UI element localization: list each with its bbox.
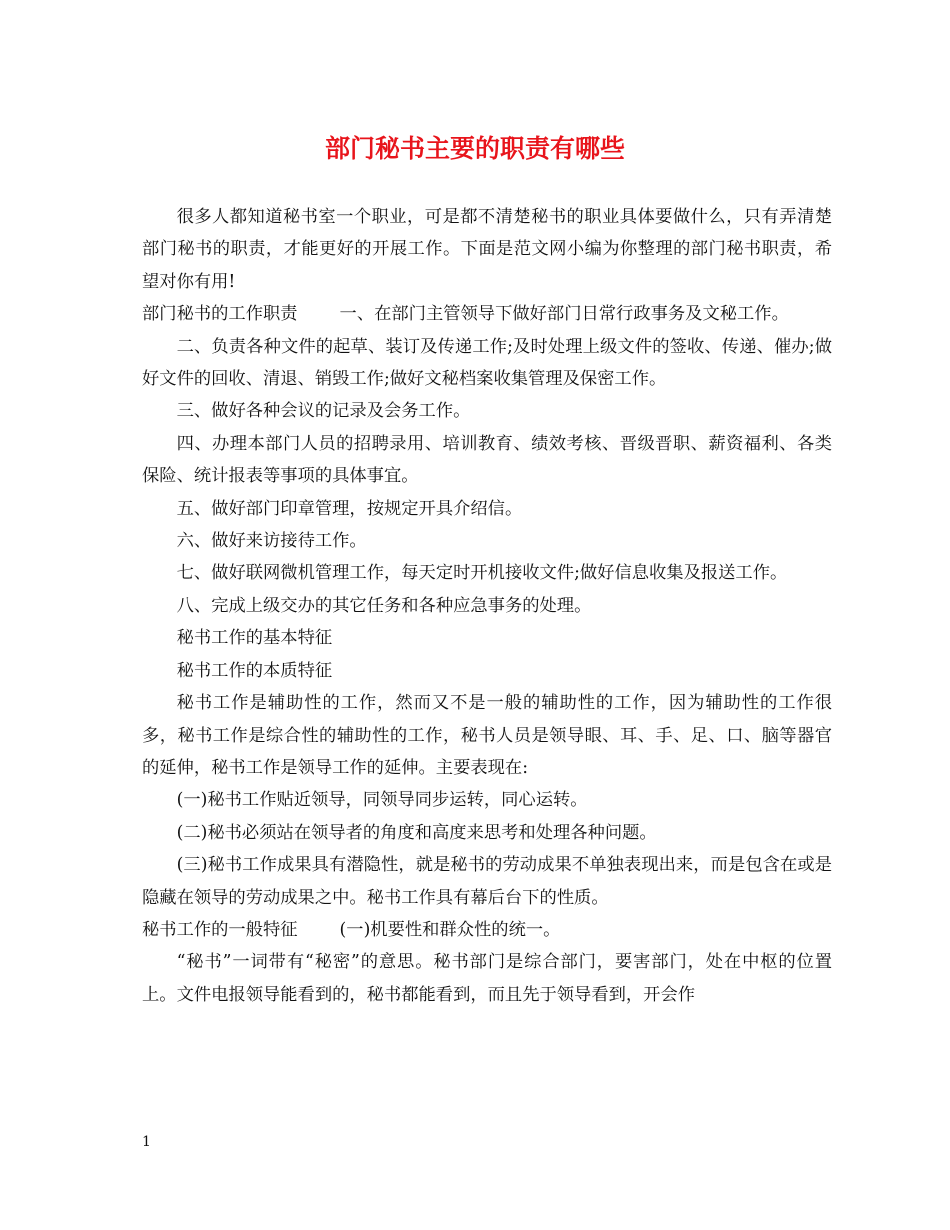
flush-line-duties <box>142 298 832 330</box>
duty-item-6: 六、做好来访接待工作。 <box>176 531 367 552</box>
duty-item-1: 一、在部门主管领导下做好部门日常行政事务及文秘工作。 <box>339 304 789 325</box>
page-number: 1 <box>142 1134 151 1150</box>
feature-item-2: (二)秘书必须站在领导者的角度和高度来思考和处理各种问题。 <box>176 822 657 843</box>
duty-item-5: 五、做好部门印章管理，按规定开具介绍信。 <box>176 498 523 519</box>
duty-item-7: 七、做好联网微机管理工作，每天定时开机接收文件;做好信息收集及报送工作。 <box>176 563 788 584</box>
flush-line-general-features <box>142 914 832 946</box>
document-title: 部门秘书主要的职责有哪些 <box>324 134 625 163</box>
duty-item-3: 三、做好各种会议的记录及会务工作。 <box>176 401 471 422</box>
section-heading-essential-features: 秘书工作的本质特征 <box>176 660 333 681</box>
section-heading-duties: 部门秘书的工作职责 <box>142 304 298 325</box>
section-heading-basic-features: 秘书工作的基本特征 <box>176 628 333 649</box>
paragraph-confidential: “秘书”一词带有“秘密”的意思。秘书部门是综合部门，要害部门，处在中枢的位置上。文件电报领导能看到的，秘书都能看到，而且先于领导看到，开会作 <box>142 952 832 1005</box>
duty-item-2: 二、负责各种文件的起草、装订及传递工作;及时处理上级文件的签收、传递、催办;做好文件的回收、清退、销毁工作;做好文秘档案收集管理及保密工作。 <box>142 336 832 390</box>
feature-item-3: (三)秘书工作成果具有潜隐性，就是秘书的劳动成果不单独表现出来，而是包含在或是隐藏在领导的劳动成果之中。秘书工作具有幕后台下的性质。 <box>142 855 832 908</box>
duty-item-4: 四、办理本部门人员的招聘录用、培训教育、绩效考核、晋级晋职、薪资福利、各类保险、统计报表等事项的具体事宜。 <box>142 433 832 487</box>
feature-item-1: (一)秘书工作贴近领导，同领导同步运转，同心运转。 <box>176 790 588 811</box>
paragraph-intro: 很多人都知道秘书室一个职业，可是都不清楚秘书的职业具体要做什么，只有弄清楚部门秘书的职责，才能更好的开展工作。下面是范文网小编为你整理的部门秘书职责，希望对你有用! <box>142 207 832 292</box>
document-body <box>142 201 832 1011</box>
section-heading-general-features: 秘书工作的一般特征 <box>142 919 298 940</box>
duty-item-8: 八、完成上级交办的其它任务和各种应急事务的处理。 <box>176 595 592 616</box>
general-feature-item-1: (一)机要性和群众性的统一。 <box>339 919 561 940</box>
paragraph-essential-features: 秘书工作是辅助性的工作，然而又不是一般的辅助性的工作，因为辅助性的工作很多，秘书工作是综合性的辅助性的工作，秘书人员是领导眼、耳、手、足、口、脑等器官的延伸，秘书工作是领导工作的延伸。主要表现在: <box>142 693 832 778</box>
